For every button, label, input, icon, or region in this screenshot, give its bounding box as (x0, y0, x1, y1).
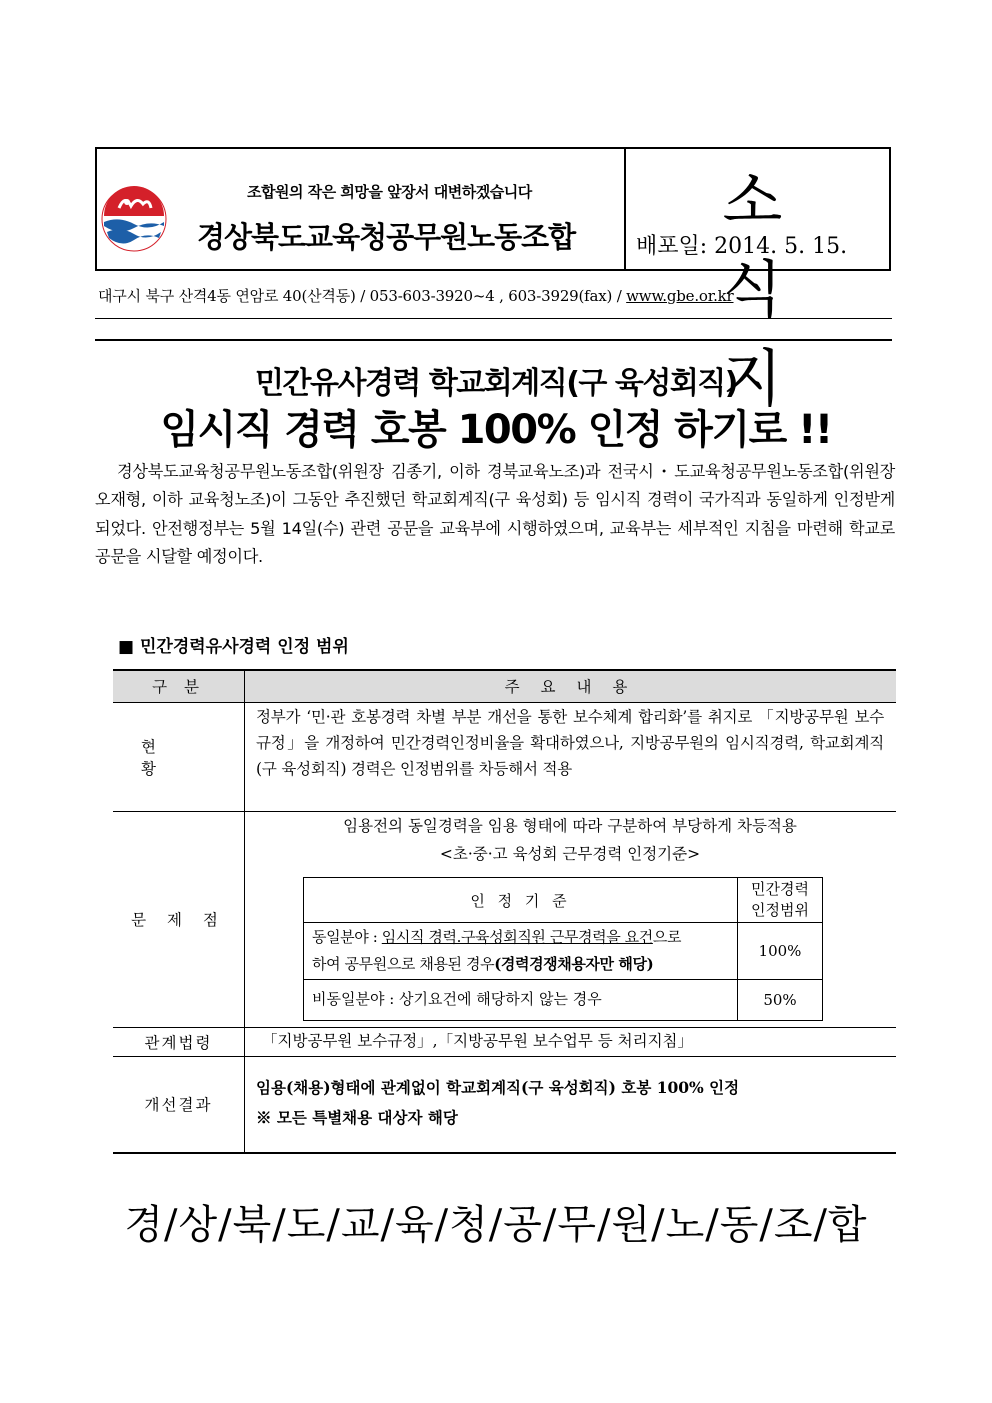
criteria-same-field (304, 922, 737, 979)
org-name: 경상북도교육청공무원노동조합 (197, 220, 576, 254)
same-field-line2: 하여 공무원으로 채용된 경우 (312, 955, 495, 973)
range-header-line2: 인정범위 (751, 901, 809, 919)
criteria-table (303, 877, 823, 1021)
criteria-other-field: 비동일분야 : 상기요건에 해당하지 않는 경우 (312, 990, 602, 1008)
headline-sub: 민간유사경력 학교회계직(구 육성회직) (255, 366, 737, 401)
other-field-value: 50% (763, 990, 797, 1009)
article-body: 경상북도교육청공무원노동조합(위원장 김종기, 이하 경북교육노조)과 전국시・도교육청공무원노동조합(위원장 오재형, 이하 교육청노조)이 그동안 추진했던 학교회계직(구 육성회) 등 임시직 경력이 국가직과 동일하게 인정받게 되었다. 안전행정부는 5월 14일(수) 관련 공문을 교육부에 시행하였으며, 교육부는 세부적인 지침을 마련해 학교로 공문을 시달할 예정이다. (95, 462, 895, 567)
row-label-status: 현 황 (141, 737, 184, 778)
recognition-table (113, 669, 896, 1153)
criteria-subtitle: <초·중·고 육성회 근무경력 인정기준> (439, 845, 701, 863)
issue-date (636, 229, 847, 260)
result-line-2: ※ 모든 특별채용 대상자 해당 (256, 1108, 458, 1127)
newsletter-title: 소 식 지 (722, 164, 823, 415)
same-field-condition: 임시직 경력.구육성회직원 근무경력을 요건 (381, 928, 653, 946)
col-header-category: 구 분 (152, 677, 205, 696)
result-line-1: 임용(채용)형태에 관계없이 학교회계직(구 육성회직) 호봉 100% 인정 (256, 1078, 740, 1097)
website-link[interactable]: www.gbe.or.kr (626, 287, 734, 305)
section-title: ■ 민간경력유사경력 인정 범위 (118, 637, 349, 657)
headline-main: 임시직 경력 호봉 100% 인정 하기로 !! (160, 407, 832, 453)
slogan: 조합원의 작은 희망을 앞장서 대변하겠습니다 (247, 183, 532, 201)
range-header-line1: 민간경력 (751, 880, 809, 898)
same-field-value: 100% (758, 941, 802, 960)
divider (95, 339, 892, 341)
address-text: 대구시 북구 산격4동 연암로 40(산격동) / 053-603-3920~4 , 603-3929(fax) / (98, 287, 627, 305)
row-content-result (244, 1073, 896, 1133)
row-label-problem: 문 제 점 (131, 911, 226, 929)
masthead-org (97, 149, 626, 269)
table-border (113, 1152, 896, 1154)
issue-date-value: 2014. 5. 15. (714, 234, 848, 259)
issue-date-label: 배포일: (636, 234, 708, 259)
row-label-law: 관계법령 (144, 1033, 213, 1052)
col-header-content: 주 요 내 용 (504, 677, 636, 696)
criteria-header: 인 정 기 준 (470, 891, 571, 910)
row-content-status: 정부가 ‘민·관 호봉경력 차별 부분 개선을 통한 보수체계 합리화’를 취지로 「지방공무원 보수규정」을 개정하여 민간경력인정비율을 확대하였으나, 지방공무원의 임시직경력, 학교회계직(구 육성회직) 경력은 인정범위를 차등해서 적용 (256, 708, 884, 778)
same-field-prefix: 동일분야 : (312, 928, 382, 946)
row-content-law: 「지방공무원 보수규정」,「지방공무원 보수업무 등 처리지침」 (262, 1032, 694, 1050)
table-border (113, 669, 896, 671)
same-field-suffix: 으로 (652, 928, 682, 946)
range-header (737, 878, 823, 922)
row-content-problem: 임용전의 동일경력을 임용 형태에 따라 구분하여 부당하게 차등적용 (343, 817, 797, 835)
same-field-note: (경력경쟁채용자만 해당) (494, 955, 654, 973)
contact-address (98, 285, 890, 306)
union-logo-icon (101, 186, 167, 252)
row-label-result: 개선결과 (144, 1096, 213, 1114)
footer-org-name: 경/상/북/도/교/육/청/공/무/원/노/동/조/합 (124, 1202, 868, 1248)
divider (95, 318, 892, 319)
